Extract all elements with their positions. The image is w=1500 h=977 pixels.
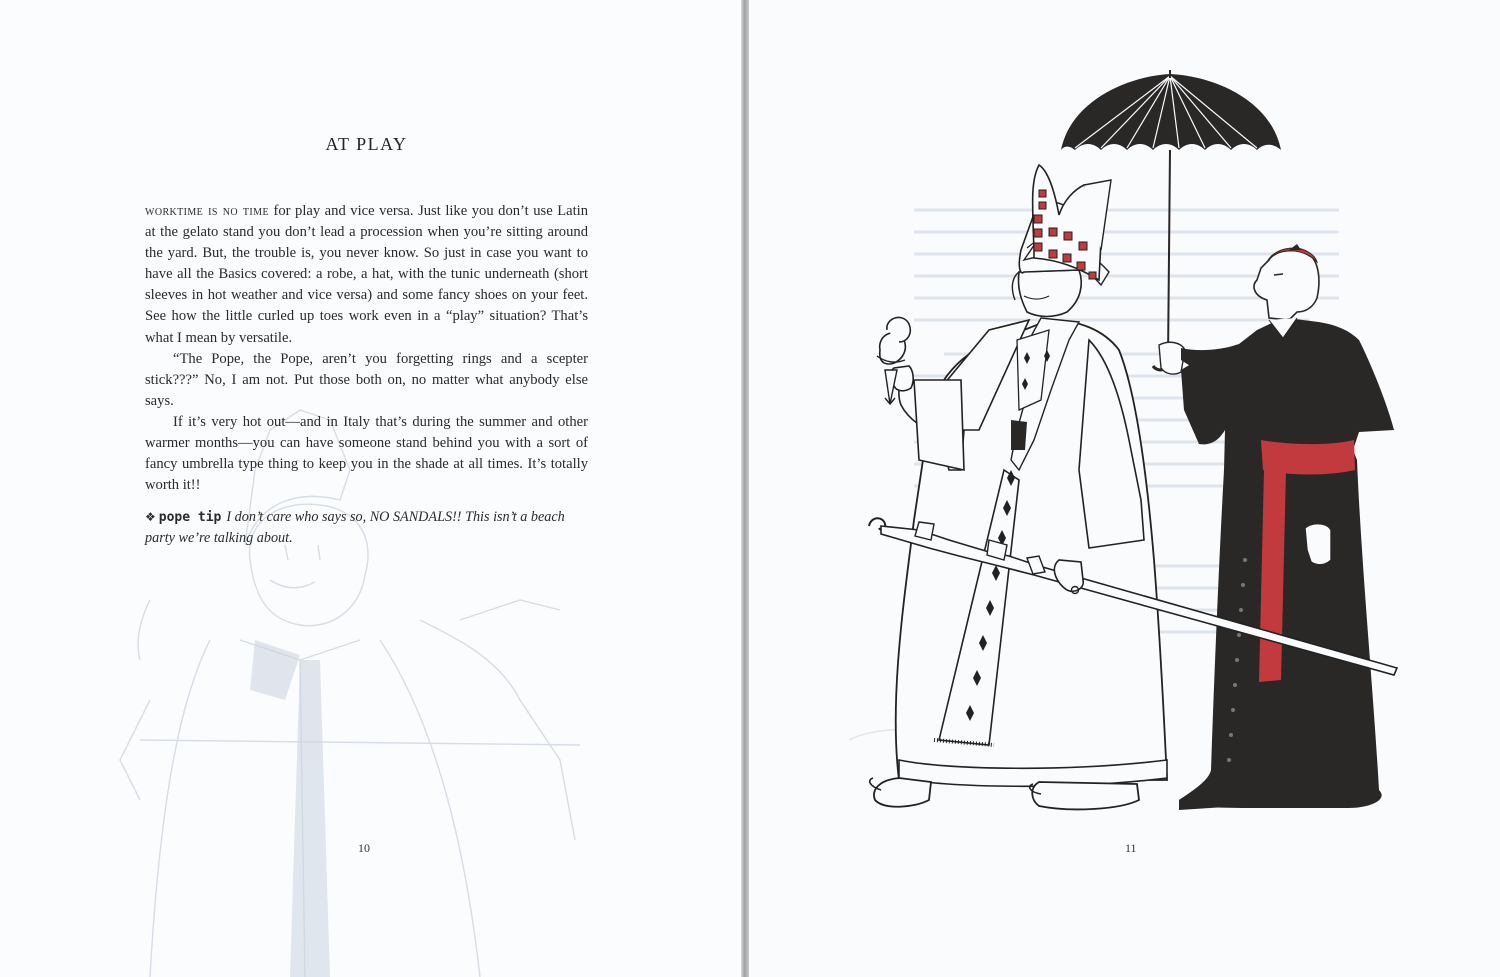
tip-text: I don’t care who says so, NO SANDALS!! This isn’t a beach party we’re talking about.: [145, 509, 565, 547]
body-text: [145, 201, 588, 549]
paragraph-1: [145, 201, 588, 349]
tip-label: pope tip: [158, 510, 222, 526]
left-page: [0, 0, 741, 977]
cardinal-figure: [1159, 244, 1394, 810]
paragraph-2: “The Pope, the Pope, aren’t you forgetting rings and a scepter stick???” No, I am not. Put those both on, no matter what anybody else says.: [145, 350, 588, 409]
page-title: AT PLAY: [325, 134, 408, 154]
paragraph-1-text: for play and vice versa. Just like you don’t use Latin at the gelato stand you don’t lead a procession when you’re sitting around the yard. But, the trouble is, you never know. So just in case you want to have all the Basics covered: a robe, a hat, with the tunic underneath (short sleeves in hot weather and vice versa) and some fancy shoes on your feet. See how the little curled up toes work even in a “play” situation? That’s what I mean by versatile.: [145, 203, 588, 346]
page-number-right: 11: [1125, 841, 1137, 855]
lead-in: worktime is no time: [145, 203, 269, 219]
page-number-left: 10: [358, 841, 370, 855]
right-page: [749, 0, 1500, 977]
tip-diamond-icon: ❖: [145, 510, 156, 525]
pope-tip: [145, 507, 588, 549]
book-gutter: [741, 0, 749, 977]
paragraph-3: If it’s very hot out—and in Italy that’s during the summer and other warmer months—you can have someone stand behind you with a sort of fancy umbrella type thing to keep you in the shade at all times. It’s totally worth it!!: [145, 413, 588, 494]
pope-illustration: [749, 0, 1500, 977]
